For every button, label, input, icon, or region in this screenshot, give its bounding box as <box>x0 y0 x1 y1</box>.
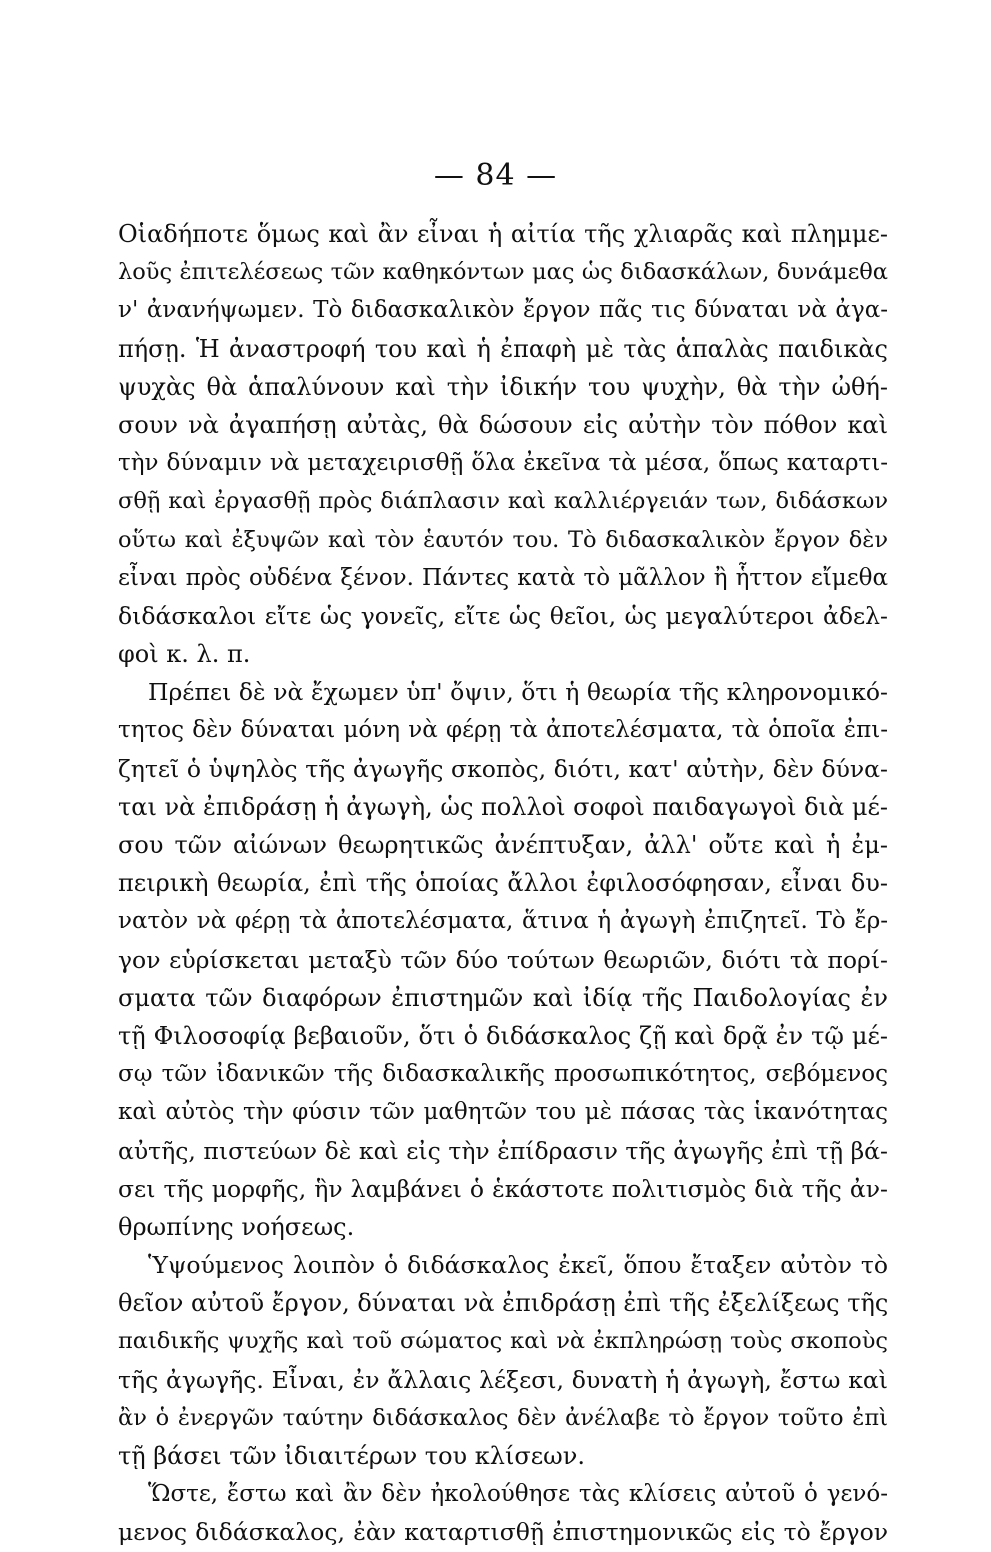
text-line: τὴν δύναμιν νὰ μεταχειρισθῇ ὅλα ἐκεῖνα τὰ μέσα, ὅπως καταρτι- <box>118 450 888 477</box>
text-line: σουν νὰ ἀγαπήσῃ αὐτὰς, θὰ δώσουν εἰς αὐτὴν τὸν πόθον καὶ <box>118 410 888 439</box>
text-line: σματα τῶν διαφόρων ἐπιστημῶν καὶ ἰδίᾳ τῆς Παιδολογίας ἐν <box>118 983 888 1012</box>
text-line: μενος διδάσκαλος, ἐὰν καταρτισθῇ ἐπιστημονικῶς εἰς τὸ ἔργον <box>118 1518 888 1547</box>
text-line: παιδικῆς ψυχῆς καὶ τοῦ σώματος καὶ νὰ ἐκπληρώσῃ τοὺς σκοποὺς <box>118 1328 888 1355</box>
text-line: ται νὰ ἐπιδράσῃ ἡ ἀγωγὴ, ὡς πολλοὶ σοφοὶ παιδαγωγοὶ διὰ μέ- <box>118 792 888 821</box>
body-text <box>118 215 888 1552</box>
text-line: λοῦς ἐπιτελέσεως τῶν καθηκόντων μας ὡς διδασκάλων, δυνάμεθα <box>118 259 888 286</box>
text-line: τῇ βάσει τῶν ἰδιαιτέρων του κλίσεων. <box>118 1442 585 1470</box>
text-line: σῳ τῶν ἰδανικῶν τῆς διδασκαλικῆς προσωπικότητος, σεβόμενος <box>118 1061 888 1088</box>
text-line: καὶ αὐτὸς τὴν φύσιν τῶν μαθητῶν του μὲ πάσας τὰς ἱκανότητας <box>118 1099 888 1126</box>
text-line: τητος δὲν δύναται μόνη νὰ φέρῃ τὰ ἀποτελέσματα, τὰ ὁποῖα ἐπι- <box>118 717 888 744</box>
text-line: Ὑψούμενος λοιπὸν ὁ διδάσκαλος ἐκεῖ, ὅπου ἔταξεν αὐτὸν τὸ <box>148 1251 888 1280</box>
text-line: τῇ Φιλοσοφίᾳ βεβαιοῦν, ὅτι ὁ διδάσκαλος ζῇ καὶ δρᾷ ἐν τῷ μέ- <box>118 1021 888 1050</box>
text-line: εἶναι πρὸς οὐδένα ξένον. Πάντες κατὰ τὸ μᾶλλον ἢ ἧττον εἴμεθα <box>118 564 888 591</box>
text-line: πήσῃ. Ἡ ἀναστροφή του καὶ ἡ ἐπαφὴ μὲ τὰς ἁπαλὰς παιδικὰς <box>118 334 888 363</box>
text-line: Οἱαδήποτε ὅμως καὶ ἂν εἶναι ἡ αἰτία τῆς χλιαρᾶς καὶ πλημμε- <box>118 220 888 248</box>
text-line: σει τῆς μορφῆς, ἣν λαμβάνει ὁ ἑκάστοτε πολιτισμὸς διὰ τῆς ἀν- <box>118 1174 888 1203</box>
page-number: — 84 — <box>433 158 558 193</box>
text-line: ν' ἀνανήψωμεν. Τὸ διδασκαλικὸν ἔργον πᾶς τις δύναται νὰ ἀγα- <box>118 297 888 324</box>
text-line: θεῖον αὐτοῦ ἔργον, δύναται νὰ ἐπιδράσῃ ἐπὶ τῆς ἐξελίξεως τῆς <box>118 1289 889 1318</box>
text-line: Ὥστε, ἔστω καὶ ἂν δὲν ἠκολούθησε τὰς κλίσεις αὐτοῦ ὁ γενό- <box>148 1481 888 1508</box>
text-line: οὕτω καὶ ἐξυψῶν καὶ τὸν ἑαυτόν του. Τὸ διδασκαλικὸν ἔργον δὲν <box>118 526 888 553</box>
text-line: θρωπίνης νοήσεως. <box>118 1212 355 1241</box>
text-line: αὐτῆς, πιστεύων δὲ καὶ εἰς τὴν ἐπίδρασιν τῆς ἀγωγῆς ἐπὶ τῇ βά- <box>118 1136 888 1165</box>
text-line: πειρικὴ θεωρία, ἐπὶ τῆς ὁποίας ἄλλοι ἐφιλοσόφησαν, εἶναι δυ- <box>118 869 888 898</box>
text-line: σου τῶν αἰώνων θεωρητικῶς ἀνέπτυξαν, ἀλλ' οὔτε καὶ ἡ ἐμ- <box>118 831 888 859</box>
text-line: ψυχὰς θὰ ἁπαλύνουν καὶ τὴν ἰδικήν του ψυχὴν, θὰ τὴν ὠθή- <box>118 372 888 401</box>
text-line: γον εὑρίσκεται μεταξὺ τῶν δύο τούτων θεωριῶν, διότι τὰ πορί- <box>118 945 888 974</box>
text-line: νατὸν νὰ φέρῃ τὰ ἀποτελέσματα, ἅτινα ἡ ἀγωγὴ ἐπιζητεῖ. Τὸ ἔρ- <box>118 908 888 935</box>
text-line: τῆς ἀγωγῆς. Εἶναι, ἐν ἄλλαις λέξεσι, δυνατὴ ἡ ἀγωγὴ, ἔστω καὶ <box>118 1365 888 1394</box>
text-line: φοὶ κ. λ. π. <box>118 640 251 669</box>
text-line: διδάσκαλοι εἴτε ὡς γονεῖς, εἴτε ὡς θεῖοι, ὡς μεγαλύτεροι ἀδελ- <box>118 601 888 630</box>
text-line: σθῇ καὶ ἐργασθῇ πρὸς διάπλασιν καὶ καλλιέργειάν των, διδάσκων <box>118 488 888 515</box>
text-line: Πρέπει δὲ νὰ ἔχωμεν ὑπ' ὄψιν, ὅτι ἡ θεωρία τῆς κληρονομικό- <box>148 678 888 707</box>
text-line: ἂν ὁ ἐνεργῶν ταύτην διδάσκαλος δὲν ἀνέλαβε τὸ ἔργον τοῦτο ἐπὶ <box>118 1404 888 1431</box>
text-line: ζητεῖ ὁ ὑψηλὸς τῆς ἀγωγῆς σκοπὸς, διότι, κατ' αὐτὴν, δὲν δύνα- <box>118 754 888 783</box>
